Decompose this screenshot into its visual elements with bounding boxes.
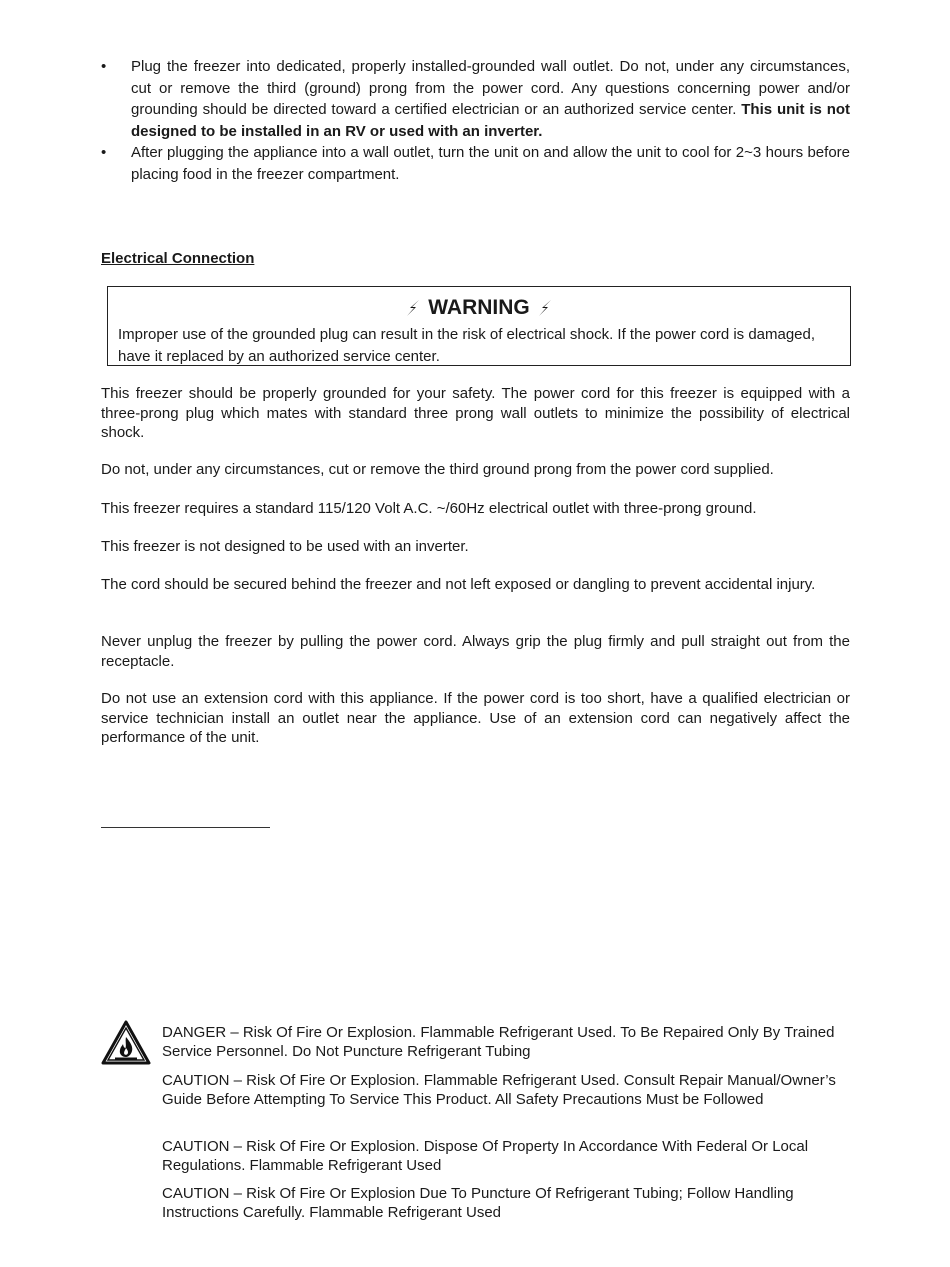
warning-box: [107, 286, 851, 366]
flammable-warning-triangle-icon: [101, 1020, 151, 1066]
paragraph: Do not, under any circumstances, cut or remove the third ground prong from the power cord supplied.: [101, 461, 774, 478]
lightning-bolt-icon: [536, 299, 554, 317]
bullet-list: [100, 56, 850, 185]
paragraph: Do not use an extension cord with this appliance. If the power cord is too short, have a qualified electrician or service technician install an outlet near the appliance. Use of an extension cord can negatively affect the performance of the unit.: [101, 690, 850, 746]
bullet-item: [100, 56, 850, 142]
bullet-text: After plugging the appliance into a wall outlet, turn the unit on and allow the unit to cool for 2~3 hours before placing food in the freezer compartment.: [131, 144, 850, 183]
paragraph: This freezer is not designed to be used with an inverter.: [101, 538, 469, 555]
caution-notice: CAUTION – Risk Of Fire Or Explosion. Dispose Of Property In Accordance With Federal Or Local Regulations. Flammable Refrigerant Used: [162, 1138, 809, 1174]
caution-notice: CAUTION – Risk Of Fire Or Explosion Due To Puncture Of Refrigerant Tubing; Follow Handling Instructions Carefully. Flammable Refrigerant Used: [162, 1185, 794, 1221]
lightning-bolt-icon: [404, 299, 422, 317]
caution-notice: CAUTION – Risk Of Fire Or Explosion. Flammable Refrigerant Used. Consult Repair Manual/Owner’s Guide Before Attempting To Service This Product. All Safety Precautions Must be Followed: [162, 1072, 836, 1108]
bullet-item: [100, 142, 850, 185]
paragraph: The cord should be secured behind the freezer and not left exposed or dangling to prevent accidental injury.: [101, 576, 816, 593]
danger-notice: DANGER – Risk Of Fire Or Explosion. Flammable Refrigerant Used. To Be Repaired Only By Trained Service Personnel. Do Not Puncture Refrigerant Tubing: [162, 1024, 835, 1060]
warning-title: WARNING: [428, 296, 530, 319]
warning-text: Improper use of the grounded plug can result in the risk of electrical shock. If the power cord is damaged, have it replaced by an authorized service center.: [118, 326, 816, 365]
paragraph: Never unplug the freezer by pulling the power cord. Always grip the plug firmly and pull straight out from the receptacle.: [101, 633, 850, 670]
paragraph: This freezer requires a standard 115/120 Volt A.C. ~/60Hz electrical outlet with three-prong ground.: [101, 500, 757, 517]
bullet-bold-text: This unit is not designed to be installed in an RV or used with an inverter.: [131, 101, 851, 140]
divider-line: [101, 827, 270, 828]
warning-title-row: [118, 295, 840, 321]
section-heading: Electrical Connection: [101, 250, 255, 267]
bullet-dot: •: [101, 58, 107, 75]
paragraph: This freezer should be properly grounded for your safety. The power cord for this freezer is equipped with a three-prong plug which mates with standard three prong wall outlets to minimize the possibility of electrical shock.: [101, 385, 850, 441]
bullet-dot: •: [101, 144, 107, 161]
bullet-text: Plug the freezer into dedicated, properly installed-grounded wall outlet. Do not, under any circumstances, cut or remove the third (ground) prong from the power cord. Any questions concerning power and/or grounding should be directed toward a certified electrician or an authorized service center.: [131, 58, 850, 118]
